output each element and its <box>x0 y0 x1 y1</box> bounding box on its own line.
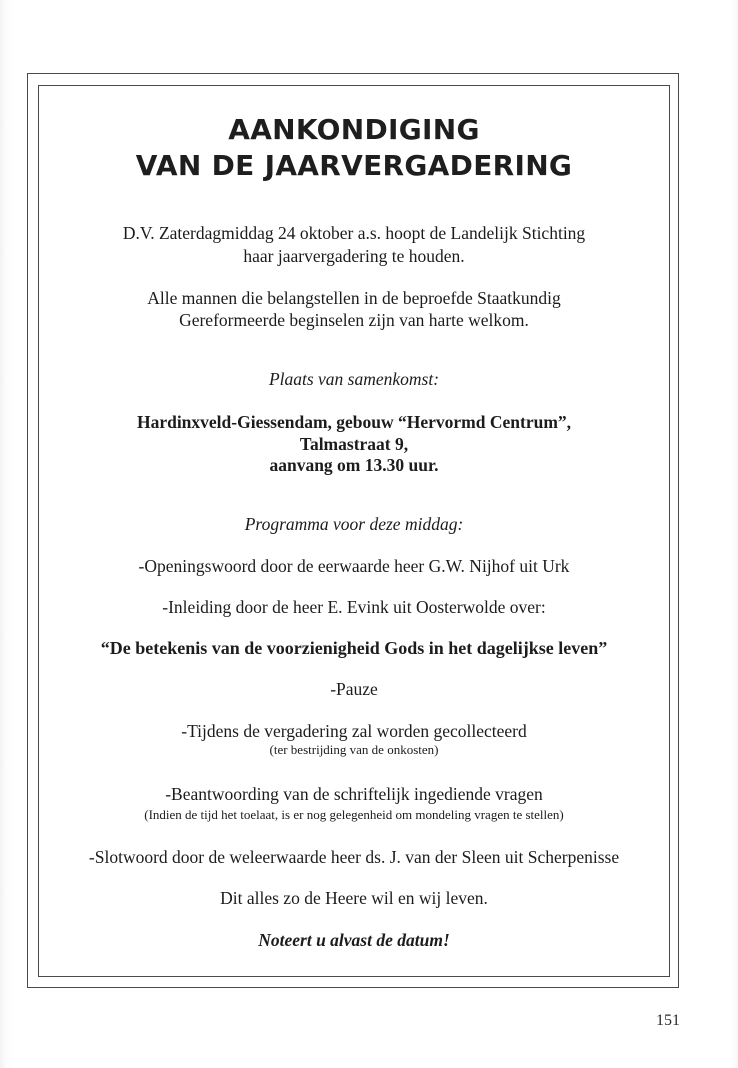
closing-reminder: Noteert u alvast de datum! <box>258 930 450 950</box>
title-line-1: AANKONDIGING <box>228 113 480 146</box>
location-line-2: Talmastraat 9, <box>299 434 409 454</box>
program-item-collection: -Tijdens de vergadering zal worden gecollecteerd <box>181 721 527 741</box>
intro-line-2: haar jaarvergadering te houden. <box>243 246 465 266</box>
program-item-introduction: -Inleiding door de heer E. Evink uit Oosterwolde over: <box>162 597 546 617</box>
welcome-line-1: Alle mannen die belangstellen in de beproefde Staatkundig <box>147 288 561 308</box>
intro-line-1: D.V. Zaterdagmiddag 24 oktober a.s. hoopt de Landelijk Stichting <box>122 223 586 243</box>
program-item-pause: -Pauze <box>330 679 378 699</box>
location-heading: Plaats van samenkomst: <box>268 369 440 389</box>
program-heading: Programma voor deze middag: <box>244 514 464 534</box>
program-item-closing-word: -Slotwoord door de weleerwaarde heer ds. J. van der Sleen uit Scherpenisse <box>88 847 620 867</box>
location-line-3: aanvang om 13.30 uur. <box>269 455 439 475</box>
title-line-2: VAN DE JAARVERGADERING <box>135 149 573 182</box>
page-number: 151 <box>656 1012 680 1029</box>
program-item-opening: -Openingswoord door de eerwaarde heer G.W. Nijhof uit Urk <box>138 556 570 576</box>
lecture-title: “De betekenis van de voorzienigheid Gods in het dagelijkse leven” <box>100 638 608 658</box>
closing-line: Dit alles zo de Heere wil en wij leven. <box>220 888 488 908</box>
collection-note: (ter bestrijding van de onkosten) <box>269 742 439 757</box>
questions-note: (Indien de tijd het toelaat, is er nog gelegenheid om mondeling vragen te stellen) <box>144 807 564 822</box>
welcome-line-2: Gereformeerde beginselen zijn van harte welkom. <box>179 310 529 330</box>
location-line-1: Hardinxveld-Giessendam, gebouw “Hervormd Centrum”, <box>136 412 572 432</box>
program-item-questions: -Beantwoording van de schriftelijk ingediende vragen <box>165 784 543 804</box>
